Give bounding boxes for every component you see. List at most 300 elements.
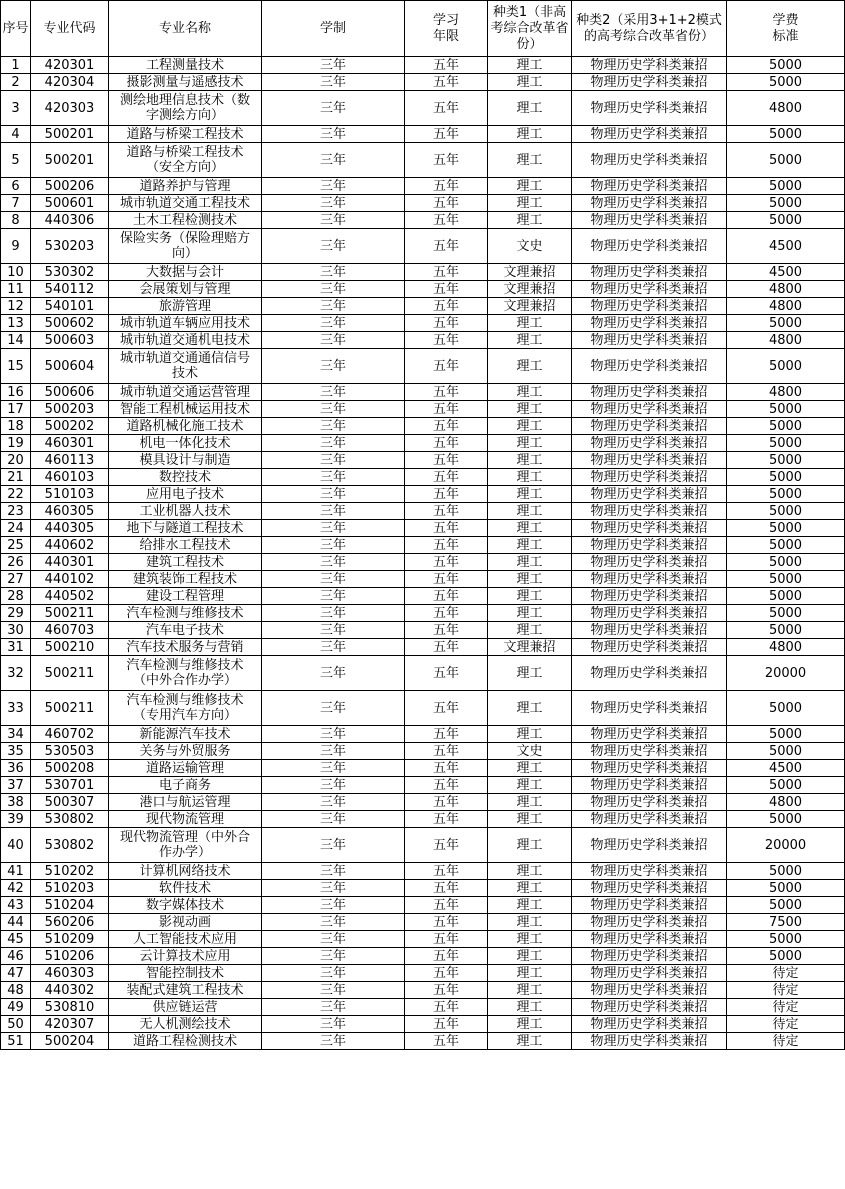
table-row: [1, 281, 845, 298]
cell-category1: 理工: [488, 503, 572, 520]
cell-system: 三年: [262, 914, 405, 931]
cell-name: 建筑装饰工程技术: [109, 571, 262, 588]
table-row: [1, 126, 845, 143]
cell-years: 五年: [405, 452, 488, 469]
cell-code: 500201: [31, 143, 109, 178]
cell-code: 540101: [31, 298, 109, 315]
table-row: [1, 656, 845, 691]
cell-category2: 物理历史学科类兼招: [572, 948, 727, 965]
cell-system: 三年: [262, 418, 405, 435]
cell-seq: 19: [1, 435, 31, 452]
cell-fee: 4800: [727, 794, 845, 811]
cell-seq: 44: [1, 914, 31, 931]
cell-seq: 37: [1, 777, 31, 794]
cell-system: 三年: [262, 212, 405, 229]
cell-seq: 25: [1, 537, 31, 554]
cell-fee: 5000: [727, 401, 845, 418]
cell-code: 440302: [31, 982, 109, 999]
cell-seq: 5: [1, 143, 31, 178]
cell-fee: 5000: [727, 726, 845, 743]
cell-system: 三年: [262, 520, 405, 537]
cell-system: 三年: [262, 178, 405, 195]
header-category1: 种类1（非高考综合改革省份）: [488, 1, 572, 57]
cell-fee: 4800: [727, 91, 845, 126]
cell-fee: 5000: [727, 622, 845, 639]
cell-category1: 理工: [488, 57, 572, 74]
table-row: [1, 948, 845, 965]
cell-name: 测绘地理信息技术（数字测绘方向）: [109, 91, 262, 126]
table-row: [1, 588, 845, 605]
cell-name: 模具设计与制造: [109, 452, 262, 469]
cell-category2: 物理历史学科类兼招: [572, 999, 727, 1016]
cell-seq: 32: [1, 656, 31, 691]
cell-fee: 5000: [727, 503, 845, 520]
cell-code: 500211: [31, 691, 109, 726]
cell-system: 三年: [262, 452, 405, 469]
cell-category1: 理工: [488, 554, 572, 571]
cell-category2: 物理历史学科类兼招: [572, 126, 727, 143]
cell-fee: 5000: [727, 571, 845, 588]
cell-code: 510209: [31, 931, 109, 948]
table-row: [1, 315, 845, 332]
table-row: [1, 298, 845, 315]
cell-category1: 理工: [488, 828, 572, 863]
cell-code: 500606: [31, 384, 109, 401]
cell-name: 道路机械化施工技术: [109, 418, 262, 435]
cell-code: 460305: [31, 503, 109, 520]
cell-category1: 文理兼招: [488, 281, 572, 298]
cell-fee: 5000: [727, 452, 845, 469]
cell-name: 供应链运营: [109, 999, 262, 1016]
cell-seq: 12: [1, 298, 31, 315]
cell-years: 五年: [405, 554, 488, 571]
cell-system: 三年: [262, 760, 405, 777]
cell-code: 540112: [31, 281, 109, 298]
cell-system: 三年: [262, 743, 405, 760]
cell-category1: 理工: [488, 863, 572, 880]
cell-system: 三年: [262, 571, 405, 588]
cell-category2: 物理历史学科类兼招: [572, 298, 727, 315]
cell-category1: 理工: [488, 520, 572, 537]
cell-category1: 理工: [488, 349, 572, 384]
cell-seq: 39: [1, 811, 31, 828]
cell-name: 建设工程管理: [109, 588, 262, 605]
cell-name: 智能工程机械运用技术: [109, 401, 262, 418]
cell-category1: 理工: [488, 880, 572, 897]
cell-code: 530810: [31, 999, 109, 1016]
cell-category1: 理工: [488, 195, 572, 212]
cell-years: 五年: [405, 401, 488, 418]
cell-name: 道路运输管理: [109, 760, 262, 777]
cell-name: 人工智能技术应用: [109, 931, 262, 948]
cell-system: 三年: [262, 622, 405, 639]
cell-fee: 5000: [727, 143, 845, 178]
cell-category1: 理工: [488, 1016, 572, 1033]
cell-code: 420301: [31, 57, 109, 74]
cell-code: 510202: [31, 863, 109, 880]
cell-code: 530302: [31, 264, 109, 281]
cell-fee: 5000: [727, 811, 845, 828]
cell-category2: 物理历史学科类兼招: [572, 691, 727, 726]
cell-system: 三年: [262, 315, 405, 332]
cell-name: 道路与桥梁工程技术（安全方向）: [109, 143, 262, 178]
cell-seq: 49: [1, 999, 31, 1016]
cell-fee: 5000: [727, 777, 845, 794]
header-years: 学习年限: [405, 1, 488, 57]
cell-code: 500601: [31, 195, 109, 212]
cell-system: 三年: [262, 486, 405, 503]
cell-years: 五年: [405, 91, 488, 126]
cell-years: 五年: [405, 743, 488, 760]
cell-name: 现代物流管理（中外合作办学）: [109, 828, 262, 863]
cell-seq: 13: [1, 315, 31, 332]
cell-category2: 物理历史学科类兼招: [572, 401, 727, 418]
cell-seq: 10: [1, 264, 31, 281]
cell-system: 三年: [262, 143, 405, 178]
table-row: [1, 1033, 845, 1050]
cell-category2: 物理历史学科类兼招: [572, 520, 727, 537]
cell-code: 510204: [31, 897, 109, 914]
cell-system: 三年: [262, 605, 405, 622]
table-row: [1, 401, 845, 418]
cell-name: 数字媒体技术: [109, 897, 262, 914]
table-row: [1, 537, 845, 554]
cell-category2: 物理历史学科类兼招: [572, 743, 727, 760]
cell-code: 500210: [31, 639, 109, 656]
table-row: [1, 726, 845, 743]
cell-category1: 理工: [488, 982, 572, 999]
cell-system: 三年: [262, 74, 405, 91]
cell-category1: 理工: [488, 622, 572, 639]
cell-seq: 46: [1, 948, 31, 965]
table-row: [1, 264, 845, 281]
cell-seq: 18: [1, 418, 31, 435]
cell-seq: 38: [1, 794, 31, 811]
cell-code: 500603: [31, 332, 109, 349]
cell-name: 关务与外贸服务: [109, 743, 262, 760]
cell-system: 三年: [262, 828, 405, 863]
cell-years: 五年: [405, 948, 488, 965]
cell-category1: 文理兼招: [488, 639, 572, 656]
cell-seq: 8: [1, 212, 31, 229]
cell-system: 三年: [262, 264, 405, 281]
cell-category2: 物理历史学科类兼招: [572, 332, 727, 349]
cell-fee: 20000: [727, 656, 845, 691]
cell-code: 500602: [31, 315, 109, 332]
cell-fee: 5000: [727, 469, 845, 486]
cell-fee: 4800: [727, 384, 845, 401]
cell-category1: 理工: [488, 435, 572, 452]
cell-name: 保险实务（保险理赔方向）: [109, 229, 262, 264]
header-code: 专业代码: [31, 1, 109, 57]
cell-category1: 理工: [488, 811, 572, 828]
cell-system: 三年: [262, 1016, 405, 1033]
cell-fee: 5000: [727, 897, 845, 914]
cell-category2: 物理历史学科类兼招: [572, 794, 727, 811]
cell-years: 五年: [405, 897, 488, 914]
cell-seq: 7: [1, 195, 31, 212]
cell-fee: 4500: [727, 760, 845, 777]
cell-seq: 51: [1, 1033, 31, 1050]
cell-category1: 理工: [488, 897, 572, 914]
cell-years: 五年: [405, 999, 488, 1016]
cell-fee: 5000: [727, 74, 845, 91]
cell-category2: 物理历史学科类兼招: [572, 880, 727, 897]
cell-seq: 35: [1, 743, 31, 760]
cell-category2: 物理历史学科类兼招: [572, 554, 727, 571]
cell-code: 530203: [31, 229, 109, 264]
header-seq: 序号: [1, 1, 31, 57]
cell-seq: 9: [1, 229, 31, 264]
cell-seq: 26: [1, 554, 31, 571]
cell-fee: 4800: [727, 332, 845, 349]
cell-code: 500604: [31, 349, 109, 384]
cell-seq: 30: [1, 622, 31, 639]
cell-fee: 5000: [727, 880, 845, 897]
cell-code: 510103: [31, 486, 109, 503]
cell-system: 三年: [262, 965, 405, 982]
cell-category1: 理工: [488, 588, 572, 605]
cell-fee: 5000: [727, 588, 845, 605]
cell-category2: 物理历史学科类兼招: [572, 418, 727, 435]
cell-name: 土木工程检测技术: [109, 212, 262, 229]
cell-category2: 物理历史学科类兼招: [572, 537, 727, 554]
cell-seq: 11: [1, 281, 31, 298]
table-row: [1, 605, 845, 622]
table-row: [1, 1016, 845, 1033]
cell-years: 五年: [405, 469, 488, 486]
cell-name: 汽车检测与维修技术（专用汽车方向）: [109, 691, 262, 726]
cell-fee: 5000: [727, 212, 845, 229]
cell-years: 五年: [405, 143, 488, 178]
cell-code: 530503: [31, 743, 109, 760]
cell-fee: 5000: [727, 126, 845, 143]
header-system: 学制: [262, 1, 405, 57]
cell-category2: 物理历史学科类兼招: [572, 384, 727, 401]
cell-category2: 物理历史学科类兼招: [572, 605, 727, 622]
cell-years: 五年: [405, 212, 488, 229]
cell-category2: 物理历史学科类兼招: [572, 571, 727, 588]
table-row: [1, 571, 845, 588]
cell-name: 港口与航运管理: [109, 794, 262, 811]
cell-system: 三年: [262, 777, 405, 794]
cell-category1: 理工: [488, 212, 572, 229]
cell-category2: 物理历史学科类兼招: [572, 639, 727, 656]
table-row: [1, 931, 845, 948]
cell-fee: 5000: [727, 57, 845, 74]
table-row: [1, 435, 845, 452]
cell-category1: 理工: [488, 143, 572, 178]
cell-seq: 41: [1, 863, 31, 880]
cell-category2: 物理历史学科类兼招: [572, 503, 727, 520]
cell-years: 五年: [405, 298, 488, 315]
cell-years: 五年: [405, 178, 488, 195]
cell-seq: 29: [1, 605, 31, 622]
cell-years: 五年: [405, 537, 488, 554]
cell-code: 420304: [31, 74, 109, 91]
cell-years: 五年: [405, 126, 488, 143]
cell-category2: 物理历史学科类兼招: [572, 1016, 727, 1033]
cell-code: 500211: [31, 656, 109, 691]
cell-category1: 文理兼招: [488, 264, 572, 281]
cell-code: 500204: [31, 1033, 109, 1050]
cell-category2: 物理历史学科类兼招: [572, 897, 727, 914]
cell-seq: 28: [1, 588, 31, 605]
cell-category1: 理工: [488, 74, 572, 91]
cell-category1: 理工: [488, 760, 572, 777]
table-row: [1, 897, 845, 914]
cell-fee: 待定: [727, 982, 845, 999]
cell-seq: 23: [1, 503, 31, 520]
cell-fee: 4800: [727, 639, 845, 656]
cell-code: 440502: [31, 588, 109, 605]
cell-seq: 21: [1, 469, 31, 486]
cell-seq: 20: [1, 452, 31, 469]
cell-years: 五年: [405, 281, 488, 298]
cell-fee: 待定: [727, 1033, 845, 1050]
table-row: [1, 212, 845, 229]
cell-category2: 物理历史学科类兼招: [572, 1033, 727, 1050]
cell-system: 三年: [262, 195, 405, 212]
cell-category1: 理工: [488, 452, 572, 469]
cell-system: 三年: [262, 639, 405, 656]
cell-category2: 物理历史学科类兼招: [572, 982, 727, 999]
cell-years: 五年: [405, 588, 488, 605]
cell-category2: 物理历史学科类兼招: [572, 143, 727, 178]
cell-system: 三年: [262, 897, 405, 914]
cell-seq: 36: [1, 760, 31, 777]
cell-system: 三年: [262, 298, 405, 315]
cell-years: 五年: [405, 74, 488, 91]
cell-code: 420307: [31, 1016, 109, 1033]
cell-name: 软件技术: [109, 880, 262, 897]
table-row: [1, 691, 845, 726]
table-row: [1, 639, 845, 656]
cell-category1: 理工: [488, 571, 572, 588]
cell-years: 五年: [405, 264, 488, 281]
cell-category1: 理工: [488, 332, 572, 349]
table-row: [1, 863, 845, 880]
cell-category1: 理工: [488, 605, 572, 622]
cell-seq: 47: [1, 965, 31, 982]
cell-name: 摄影测量与遥感技术: [109, 74, 262, 91]
cell-seq: 33: [1, 691, 31, 726]
cell-category2: 物理历史学科类兼招: [572, 315, 727, 332]
cell-category1: 理工: [488, 1033, 572, 1050]
cell-category1: 理工: [488, 914, 572, 931]
cell-fee: 5000: [727, 537, 845, 554]
cell-fee: 5000: [727, 520, 845, 537]
cell-system: 三年: [262, 332, 405, 349]
cell-code: 500203: [31, 401, 109, 418]
header-fee: 学费标准: [727, 1, 845, 57]
cell-category1: 理工: [488, 999, 572, 1016]
cell-years: 五年: [405, 332, 488, 349]
cell-name: 地下与隧道工程技术: [109, 520, 262, 537]
table-row: [1, 74, 845, 91]
cell-name: 机电一体化技术: [109, 435, 262, 452]
cell-years: 五年: [405, 656, 488, 691]
cell-name: 装配式建筑工程技术: [109, 982, 262, 999]
table-row: [1, 622, 845, 639]
cell-years: 五年: [405, 777, 488, 794]
header-name: 专业名称: [109, 1, 262, 57]
cell-seq: 15: [1, 349, 31, 384]
cell-system: 三年: [262, 863, 405, 880]
cell-name: 电子商务: [109, 777, 262, 794]
cell-system: 三年: [262, 281, 405, 298]
cell-category1: 理工: [488, 178, 572, 195]
cell-system: 三年: [262, 91, 405, 126]
cell-years: 五年: [405, 622, 488, 639]
cell-category2: 物理历史学科类兼招: [572, 965, 727, 982]
cell-years: 五年: [405, 965, 488, 982]
cell-system: 三年: [262, 1033, 405, 1050]
cell-code: 460113: [31, 452, 109, 469]
cell-years: 五年: [405, 760, 488, 777]
cell-seq: 14: [1, 332, 31, 349]
cell-system: 三年: [262, 401, 405, 418]
cell-category2: 物理历史学科类兼招: [572, 486, 727, 503]
cell-category2: 物理历史学科类兼招: [572, 469, 727, 486]
cell-system: 三年: [262, 554, 405, 571]
cell-category2: 物理历史学科类兼招: [572, 914, 727, 931]
cell-years: 五年: [405, 863, 488, 880]
cell-system: 三年: [262, 349, 405, 384]
cell-system: 三年: [262, 811, 405, 828]
cell-fee: 5000: [727, 863, 845, 880]
cell-category1: 理工: [488, 965, 572, 982]
cell-seq: 50: [1, 1016, 31, 1033]
cell-category1: 理工: [488, 948, 572, 965]
cell-system: 三年: [262, 982, 405, 999]
cell-category1: 理工: [488, 794, 572, 811]
cell-system: 三年: [262, 999, 405, 1016]
cell-years: 五年: [405, 384, 488, 401]
cell-category2: 物理历史学科类兼招: [572, 74, 727, 91]
cell-fee: 4800: [727, 281, 845, 298]
cell-fee: 5000: [727, 554, 845, 571]
cell-system: 三年: [262, 948, 405, 965]
cell-code: 530802: [31, 811, 109, 828]
cell-category1: 理工: [488, 777, 572, 794]
cell-category1: 理工: [488, 91, 572, 126]
cell-fee: 5000: [727, 948, 845, 965]
cell-seq: 42: [1, 880, 31, 897]
cell-name: 给排水工程技术: [109, 537, 262, 554]
cell-name: 城市轨道交通机电技术: [109, 332, 262, 349]
cell-system: 三年: [262, 384, 405, 401]
cell-name: 城市轨道交通工程技术: [109, 195, 262, 212]
cell-system: 三年: [262, 726, 405, 743]
cell-code: 500206: [31, 178, 109, 195]
cell-years: 五年: [405, 229, 488, 264]
cell-years: 五年: [405, 1033, 488, 1050]
cell-seq: 45: [1, 931, 31, 948]
table-row: [1, 999, 845, 1016]
cell-name: 现代物流管理: [109, 811, 262, 828]
cell-name: 数控技术: [109, 469, 262, 486]
cell-code: 500202: [31, 418, 109, 435]
table-row: [1, 811, 845, 828]
table-row: [1, 178, 845, 195]
table-row: [1, 554, 845, 571]
cell-category2: 物理历史学科类兼招: [572, 863, 727, 880]
cell-seq: 4: [1, 126, 31, 143]
cell-years: 五年: [405, 828, 488, 863]
cell-category2: 物理历史学科类兼招: [572, 281, 727, 298]
cell-name: 汽车检测与维修技术（中外合作办学）: [109, 656, 262, 691]
